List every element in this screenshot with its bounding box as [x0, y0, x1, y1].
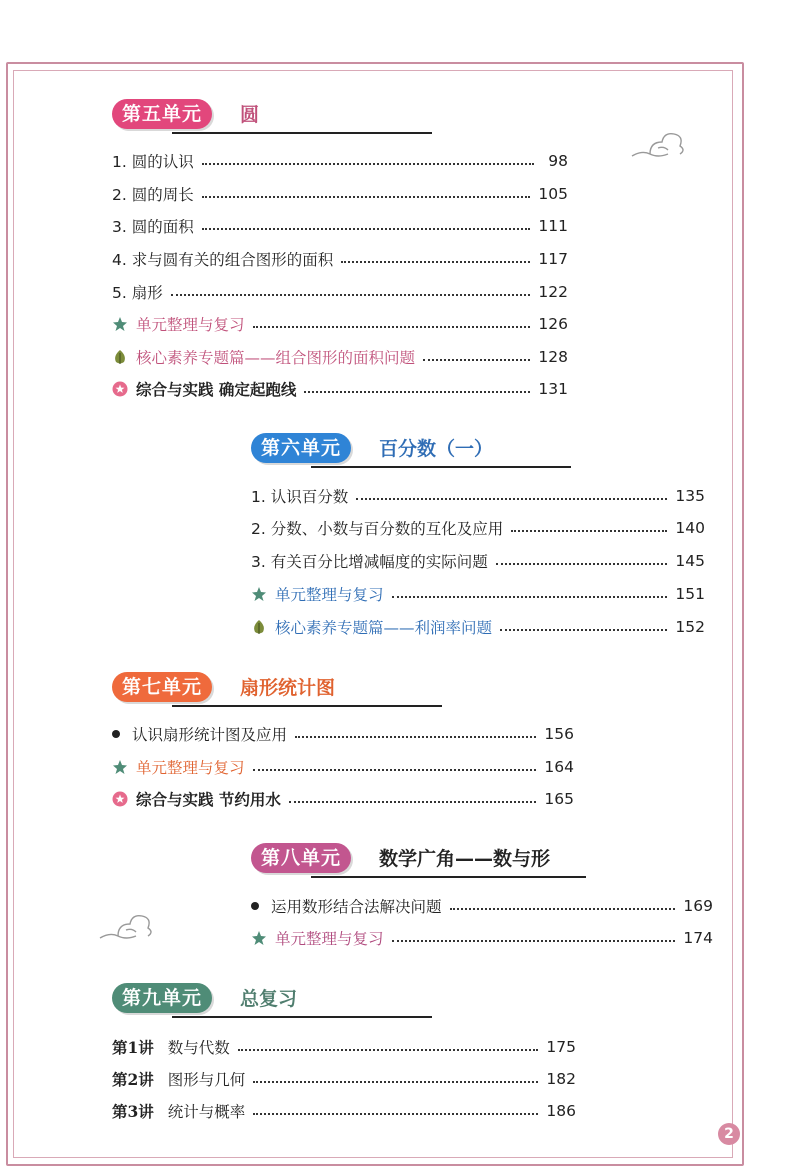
toc-page: 145: [675, 552, 705, 570]
lecture-number: 第2讲: [112, 1070, 154, 1089]
leaf-icon: [112, 349, 128, 365]
toc-row[interactable]: [112, 311, 568, 337]
toc-leader: [289, 801, 537, 803]
toc-label: 核心素养专题篇——组合图形的面积问题: [136, 349, 416, 367]
toc-row[interactable]: [251, 548, 705, 574]
toc-page: 128: [538, 348, 568, 366]
unit7-badge: 第七单元: [112, 672, 212, 702]
unit6-badge: 第六单元: [251, 433, 351, 463]
leaf-icon: [251, 619, 267, 635]
unit7-underline: [172, 705, 442, 707]
toc-row[interactable]: [251, 893, 713, 919]
toc-label: 图形与几何: [167, 1071, 246, 1089]
toc-page: 152: [675, 618, 705, 636]
toc-page: 117: [538, 250, 568, 268]
unit8-title: 数学广角——数与形: [379, 848, 551, 870]
toc-page: 98: [548, 152, 568, 170]
toc-leader: [356, 498, 667, 500]
toc-leader: [500, 629, 667, 631]
cloud-decoration-icon: [96, 910, 158, 944]
toc-label: 统计与概率: [167, 1103, 246, 1121]
unit5-title: 圆: [240, 104, 260, 126]
lecture-number: 第3讲: [112, 1102, 154, 1121]
unit9-title: 总复习: [240, 988, 298, 1010]
toc-row[interactable]: [112, 786, 574, 812]
toc-leader: [423, 359, 530, 361]
cloud-decoration-icon: [628, 128, 688, 162]
bullet-icon: [251, 902, 259, 910]
toc-leader: [238, 1049, 539, 1051]
toc-row[interactable]: [251, 581, 705, 607]
toc-page: 186: [546, 1102, 576, 1120]
unit6-header: [251, 433, 571, 465]
toc-page: 131: [538, 380, 568, 398]
toc-row[interactable]: [112, 181, 568, 207]
toc-label: 核心素养专题篇——利润率问题: [275, 619, 493, 637]
toc-page: 111: [538, 217, 568, 235]
toc-leader: [202, 163, 534, 165]
toc-label: 4. 求与圆有关的组合图形的面积: [112, 251, 334, 269]
toc-page: 135: [675, 487, 705, 505]
bullet-icon: [112, 730, 120, 738]
toc-label: 3. 有关百分比增减幅度的实际问题: [251, 553, 488, 571]
star-icon: [112, 316, 128, 332]
toc-label: 单元整理与复习: [275, 586, 384, 604]
unit6-underline: [311, 466, 571, 468]
toc-label: 2. 圆的周长: [112, 186, 194, 204]
toc-page: 156: [544, 725, 574, 743]
unit7-header: [112, 672, 442, 704]
toc-row[interactable]: [251, 515, 705, 541]
toc-label: 3. 圆的面积: [112, 218, 194, 236]
toc-page: 126: [538, 315, 568, 333]
toc-page: 182: [546, 1070, 576, 1088]
unit5-underline: [172, 132, 432, 134]
toc-row[interactable]: [112, 1098, 576, 1124]
star-icon: [251, 586, 267, 602]
toc-page: 174: [683, 929, 713, 947]
unit8-badge: 第八单元: [251, 843, 351, 873]
toc-page: 175: [546, 1038, 576, 1056]
unit9-badge: 第九单元: [112, 983, 212, 1013]
toc-leader: [295, 736, 536, 738]
toc-row[interactable]: [112, 344, 568, 370]
toc-row[interactable]: [112, 148, 568, 174]
toc-leader: [511, 530, 667, 532]
toc-row[interactable]: [251, 925, 713, 951]
toc-leader: [253, 1113, 538, 1115]
toc-label: 2. 分数、小数与百分数的互化及应用: [251, 520, 504, 538]
toc-page: 151: [675, 585, 705, 603]
unit8-underline: [311, 876, 586, 878]
unit6-title: 百分数（一）: [379, 438, 494, 460]
toc-row[interactable]: [112, 246, 568, 272]
practice-icon: [112, 381, 128, 397]
toc-row[interactable]: [251, 614, 705, 640]
toc-label: 综合与实践 确定起跑线: [136, 381, 297, 399]
toc-page: 165: [544, 790, 574, 808]
unit5-header: [112, 99, 432, 131]
toc-page: 122: [538, 283, 568, 301]
toc-row[interactable]: [251, 483, 705, 509]
toc-label: 单元整理与复习: [136, 759, 245, 777]
toc-page: 140: [675, 519, 705, 537]
practice-icon: [112, 791, 128, 807]
toc-label: 1. 圆的认识: [112, 153, 194, 171]
toc-page: 105: [538, 185, 568, 203]
toc-leader: [253, 326, 531, 328]
toc-leader: [202, 196, 531, 198]
toc-row[interactable]: [112, 1066, 576, 1092]
toc-row[interactable]: [112, 376, 568, 402]
unit9-underline: [172, 1016, 432, 1018]
lecture-number: 第1讲: [112, 1038, 154, 1057]
toc-label: 综合与实践 节约用水: [136, 791, 281, 809]
unit9-header: [112, 983, 432, 1015]
page-number: 2: [718, 1123, 740, 1145]
toc-leader: [392, 596, 668, 598]
toc-page: 164: [544, 758, 574, 776]
toc-row[interactable]: [112, 754, 574, 780]
toc-label: 1. 认识百分数: [251, 488, 349, 506]
unit7-title: 扇形统计图: [240, 677, 336, 699]
toc-leader: [171, 294, 531, 296]
toc-label: 单元整理与复习: [275, 930, 384, 948]
star-icon: [112, 759, 128, 775]
toc-leader: [450, 908, 676, 910]
toc-leader: [341, 261, 530, 263]
toc-row[interactable]: [112, 279, 568, 305]
toc-row[interactable]: [112, 1034, 576, 1060]
toc-leader: [496, 563, 668, 565]
star-icon: [251, 930, 267, 946]
toc-label: 认识扇形统计图及应用: [132, 726, 288, 744]
toc-row[interactable]: [112, 721, 574, 747]
toc-label: 单元整理与复习: [136, 316, 245, 334]
toc-leader: [253, 1081, 538, 1083]
toc-label: 5. 扇形: [112, 284, 163, 302]
toc-leader: [253, 769, 537, 771]
toc-label: 数与代数: [167, 1039, 230, 1057]
toc-leader: [202, 228, 531, 230]
unit5-badge: 第五单元: [112, 99, 212, 129]
toc-leader: [304, 391, 530, 393]
toc-leader: [392, 940, 676, 942]
toc-row[interactable]: [112, 213, 568, 239]
toc-page: 169: [683, 897, 713, 915]
toc-label: 运用数形结合法解决问题: [271, 898, 442, 916]
unit8-header: [251, 843, 586, 875]
